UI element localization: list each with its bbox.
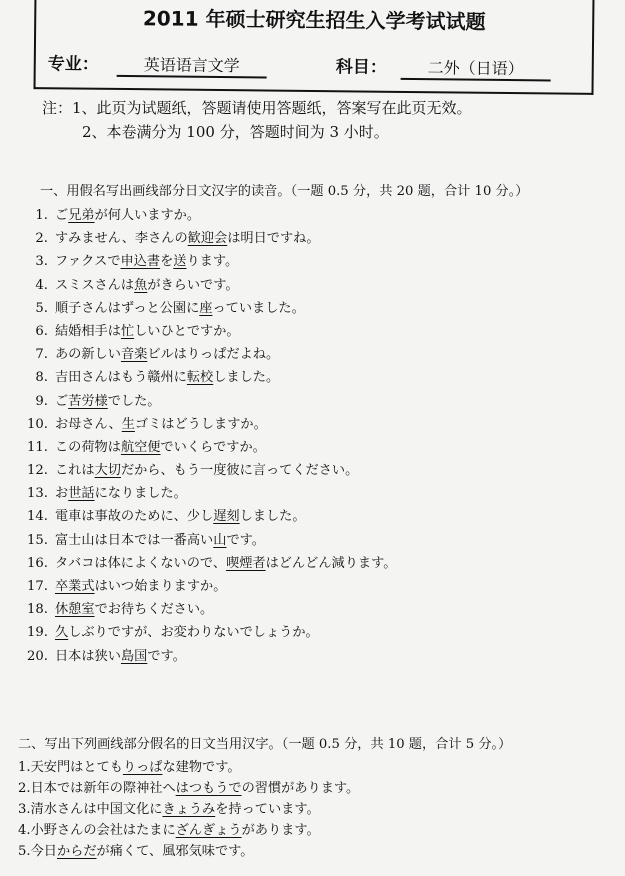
underlined-term: 転校 — [186, 370, 214, 386]
question-text: しました。 — [213, 370, 280, 386]
major-label: 专业： — [47, 54, 99, 75]
question-text: 小野さんの会社はたまに — [30, 823, 176, 838]
question-number: 1. — [35, 208, 48, 223]
subject-label: 科目： — [335, 57, 387, 78]
question-item — [18, 366, 528, 389]
question-text: でした。 — [107, 393, 161, 409]
question-text: しぶりですが、お変わりないでしょうか。 — [68, 625, 319, 641]
question-text: 富士山は日本では一番高い — [55, 532, 214, 548]
underlined-term: 兄弟 — [68, 208, 95, 223]
question-text: 天安門はとても — [30, 760, 123, 775]
question-text: ゴミはどうしますか。 — [134, 416, 267, 432]
question-text: 今日 — [30, 844, 57, 859]
question-item — [18, 841, 511, 862]
question-text: が何人いますか。 — [94, 208, 201, 223]
question-text: は明日ですね。 — [227, 231, 320, 247]
question-number: 14. — [27, 509, 48, 525]
question-number: 4. — [35, 277, 48, 293]
question-item — [18, 757, 511, 778]
question-text: 結婚相手は — [55, 323, 121, 339]
question-list — [18, 204, 528, 668]
question-item — [18, 297, 528, 320]
exam-header — [34, 0, 595, 95]
question-item — [18, 799, 511, 820]
underlined-term: からだ — [56, 844, 97, 859]
exam-title: 2011 年硕士研究生招生入学考试试题 — [142, 6, 486, 34]
question-item — [18, 820, 511, 841]
major-field — [48, 49, 267, 78]
underlined-term: 卒業式 — [55, 579, 95, 594]
question-text: ご — [55, 208, 69, 223]
question-number: 1. — [18, 760, 31, 775]
question-number: 13. — [27, 486, 48, 502]
question-number: 2. — [18, 781, 31, 796]
question-text: タバコは体によくないので、 — [55, 555, 227, 571]
underlined-term: りっぱ — [122, 760, 163, 775]
section-reading — [18, 180, 528, 668]
question-number: 7. — [35, 347, 48, 363]
question-number: 8. — [35, 370, 48, 386]
question-item — [18, 505, 528, 528]
section-kanji — [18, 733, 511, 862]
question-number: 3. — [18, 802, 31, 817]
question-text: はいつ始まりますか。 — [94, 579, 227, 594]
question-text: ご — [55, 393, 69, 409]
question-text: 清水さんは中国文化に — [30, 802, 163, 817]
question-number: 12. — [27, 463, 48, 479]
question-text: な建物です。 — [162, 760, 241, 775]
question-item — [18, 227, 528, 250]
subject-field — [336, 52, 551, 81]
underlined-term: 生 — [121, 416, 135, 432]
underlined-term: 休憩室 — [55, 602, 95, 618]
underlined-term: 音楽 — [120, 347, 148, 363]
question-text: お母さん、 — [55, 416, 122, 432]
question-text: スミスさんは — [55, 277, 135, 293]
section-heading: 一、用假名写出画线部分日文汉字的读音。（一题 0.5 分，共 20 题，合计 10 分。） — [40, 184, 529, 199]
question-item — [18, 320, 528, 343]
underlined-term: ざんぎょう — [175, 823, 242, 838]
question-text: がきらいです。 — [147, 277, 239, 293]
underlined-term: 世話 — [68, 486, 95, 502]
question-number: 9. — [35, 393, 48, 409]
major-value: 英语语言文学 — [117, 52, 267, 79]
underlined-term: 苦労様 — [68, 393, 108, 409]
underlined-term: 遅刻 — [213, 509, 240, 525]
question-text: お — [55, 486, 69, 502]
question-number: 4. — [18, 823, 31, 838]
question-text: っていました。 — [212, 300, 305, 316]
question-text: しいひとですか。 — [134, 323, 240, 339]
question-number: 17. — [27, 579, 48, 594]
question-item — [18, 204, 528, 227]
question-text: 日本では新年の際神社へ — [30, 781, 176, 796]
question-text: この荷物は — [55, 439, 121, 455]
question-item — [18, 575, 528, 598]
underlined-term: 喫煙者 — [226, 555, 266, 571]
underlined-term: 忙 — [120, 323, 135, 339]
note-line-2: 2、本卷满分为 100 分，答题时间为 3 小时。 — [82, 123, 389, 141]
question-text: 日本は狭い — [55, 648, 121, 664]
question-list — [18, 757, 511, 862]
question-item — [18, 529, 528, 552]
question-text: を持っています。 — [215, 802, 320, 817]
question-text: です。 — [226, 532, 265, 548]
question-text: 電車は事故のために、少し — [55, 509, 214, 525]
question-text: しました。 — [239, 509, 306, 525]
question-text: ります。 — [186, 254, 239, 270]
question-item — [18, 436, 528, 459]
question-item — [18, 598, 528, 621]
underlined-term: きょうみ — [162, 802, 216, 817]
question-text: はどんどん減ります。 — [265, 555, 397, 571]
question-item — [18, 459, 528, 482]
underlined-term: 魚 — [134, 277, 148, 293]
underlined-term: 座 — [199, 300, 213, 316]
question-text: だから、もう一度彼に言ってください。 — [120, 463, 359, 479]
underlined-term: 大切 — [94, 463, 121, 479]
underlined-term: 山 — [213, 532, 227, 548]
underlined-term: 送 — [173, 254, 187, 270]
question-text: すみません、李さんの — [55, 231, 188, 247]
question-number: 3. — [35, 254, 48, 270]
question-item — [18, 552, 528, 575]
question-text: の習慣があります。 — [241, 781, 360, 796]
question-text: でお待ちください。 — [94, 602, 214, 618]
question-text: 吉田さんはもう赣州に — [55, 370, 187, 386]
question-text: が痛くて、風邪気味です。 — [96, 844, 254, 859]
question-item — [18, 621, 528, 644]
underlined-term: はつもうで — [175, 781, 242, 796]
question-number: 2. — [35, 231, 48, 247]
question-number: 20. — [27, 648, 48, 664]
question-item — [18, 274, 528, 297]
question-text: でいくらですか。 — [160, 439, 266, 455]
underlined-term: 歓迎会 — [187, 231, 228, 247]
question-item — [18, 413, 528, 436]
question-item — [18, 778, 511, 799]
question-text: です。 — [147, 648, 186, 664]
exam-notes — [42, 96, 472, 144]
question-number: 19. — [27, 625, 48, 641]
question-item — [18, 250, 528, 273]
question-text: あの新しい — [55, 347, 121, 363]
question-item — [18, 343, 528, 366]
question-text: があります。 — [241, 823, 320, 838]
question-number: 10. — [27, 416, 48, 432]
underlined-term: 航空便 — [120, 439, 161, 455]
question-item — [18, 645, 528, 668]
question-number: 5. — [18, 844, 31, 859]
question-text: ファクスで — [55, 254, 121, 270]
question-text: を — [160, 254, 174, 270]
subject-value: 二外（日语） — [401, 55, 551, 82]
question-number: 6. — [35, 323, 48, 339]
question-text: これは — [55, 463, 95, 479]
question-number: 5. — [35, 300, 48, 316]
question-item — [18, 482, 528, 505]
underlined-term: 島国 — [120, 648, 148, 664]
question-text: になりました。 — [94, 486, 187, 502]
question-number: 15. — [27, 532, 48, 548]
question-text: 順子さんはずっと公園に — [55, 300, 200, 316]
underlined-term: 申込書 — [120, 254, 161, 270]
question-item — [18, 390, 528, 413]
question-number: 11. — [27, 439, 48, 455]
question-number: 16. — [27, 555, 48, 571]
question-number: 18. — [27, 602, 48, 618]
section-heading: 二、写出下列画线部分假名的日文当用汉字。（一题 0.5 分，共 10 题，合计 5 分。） — [18, 737, 512, 752]
underlined-term: 久 — [55, 625, 69, 641]
question-text: ビルはりっぱだよね。 — [147, 347, 280, 363]
note-line-1: 注：1、此页为试题纸，答题请使用答题纸，答案写在此页无效。 — [42, 99, 472, 117]
